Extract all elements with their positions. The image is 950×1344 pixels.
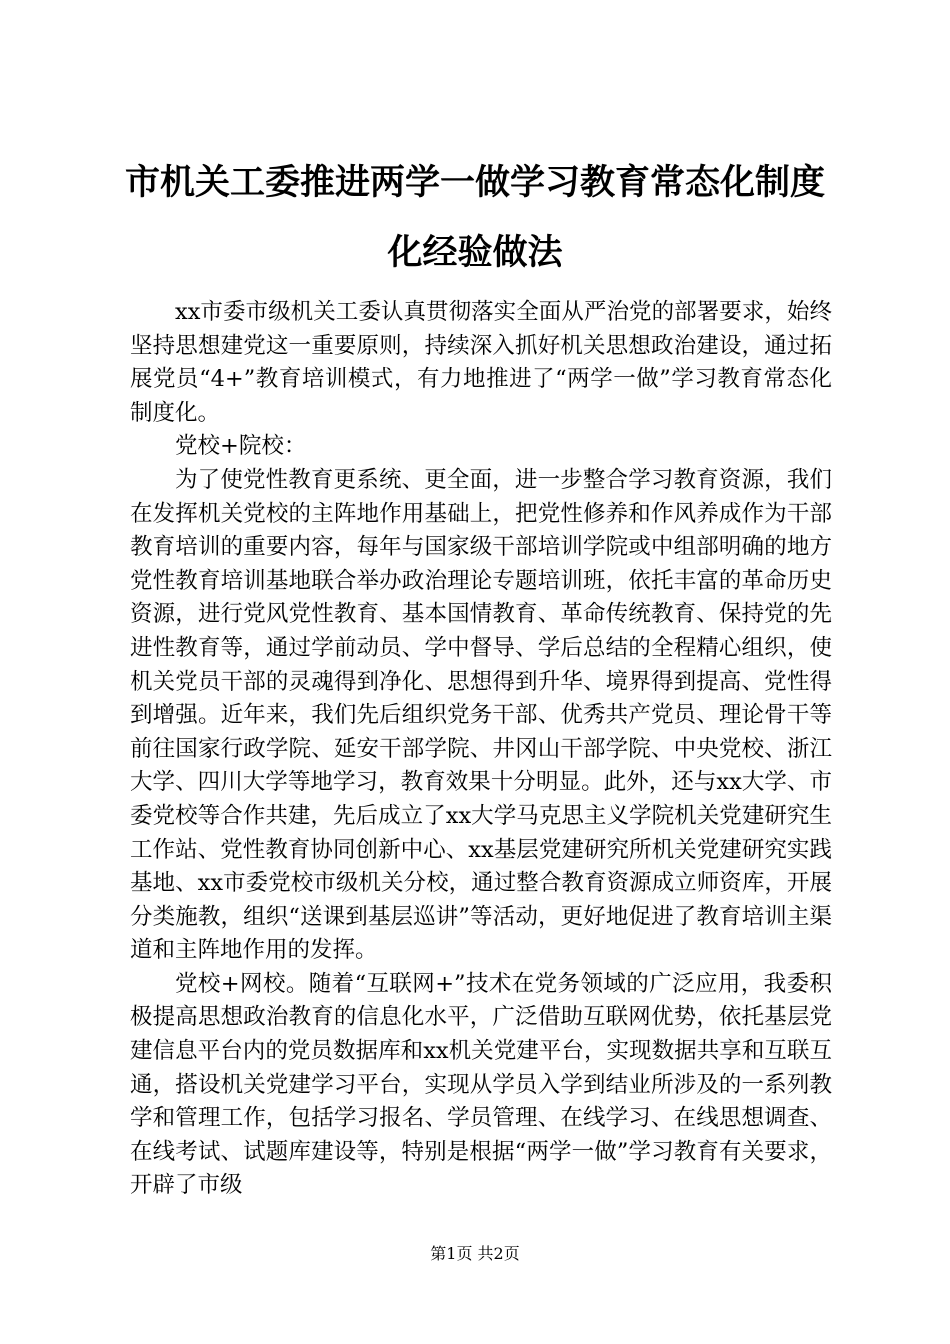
section-heading-party-school-college: 党校+院校： <box>175 433 307 460</box>
page-footer: 第1页 共2页 <box>430 1244 520 1263</box>
title-line-2: 化经验做法 <box>387 233 563 273</box>
document-body <box>130 296 832 1203</box>
paragraph-party-school-college: 为了使党性教育更系统、更全面，进一步整合学习教育资源，我们在发挥机关党校的主阵地作用基础上，把党性修养和作风养成作为干部教育培训的重要内容，每年与国家级干部培训学院或中组部明确的地方党性教育培训基地联合举办政治理论专题培训班，依托丰富的革命历史资源，进行党风党性教育、基本国情教育、革命传统教育、保持党的先进性教育等，通过学前动员、学中督导、学后总结的全程精心组织，使机关党员干部的灵魂得到净化、思想得到升华、境界得到提高、党性得到增强。近年来，我们先后组织党务干部、优秀共产党员、理论骨干等前往国家行政学院、延安干部学院、井冈山干部学院、中央党校、浙江大学、四川大学等地学习，教育效果十分明显。此外，还与xx大学、市委党校等合作共建，先后成立了xx大学马克思主义学院机关党建研究生工作站、党性教育协同创新中心、xx基层党建研究所机关党建研究实践基地、xx市委党校市级机关分校，通过整合教育资源成立师资库，开展分类施教，组织“送课到基层巡讲”等活动，更好地促进了教育培训主渠道和主阵地作用的发挥。 <box>130 466 832 964</box>
document-title <box>120 148 830 288</box>
title-line-1: 市机关工委推进两学一做学习教育常态化制度 <box>124 163 825 203</box>
paragraph-party-school-online: 党校+网校。随着“互联网+”技术在党务领域的广泛应用，我委积极提高思想政治教育的信息化水平，广泛借助互联网优势，依托基层党建信息平台内的党员数据库和xx机关党建平台，实现数据共享和互联互通，搭设机关党建学习平台，实现从学员入学到结业所涉及的一系列教学和管理工作，包括学习报名、学员管理、在线学习、在线思想调查、在线考试、试题库建设等，特别是根据“两学一做”学习教育有关要求，开辟了市级 <box>130 970 832 1199</box>
paragraph-intro: xx市委市级机关工委认真贯彻落实全面从严治党的部署要求，始终坚持思想建党这一重要原则，持续深入抓好机关思想政治建设，通过拓展党员“4+”教育培训模式，有力地推进了“两学一做”学习教育常态化制度化。 <box>130 299 832 426</box>
